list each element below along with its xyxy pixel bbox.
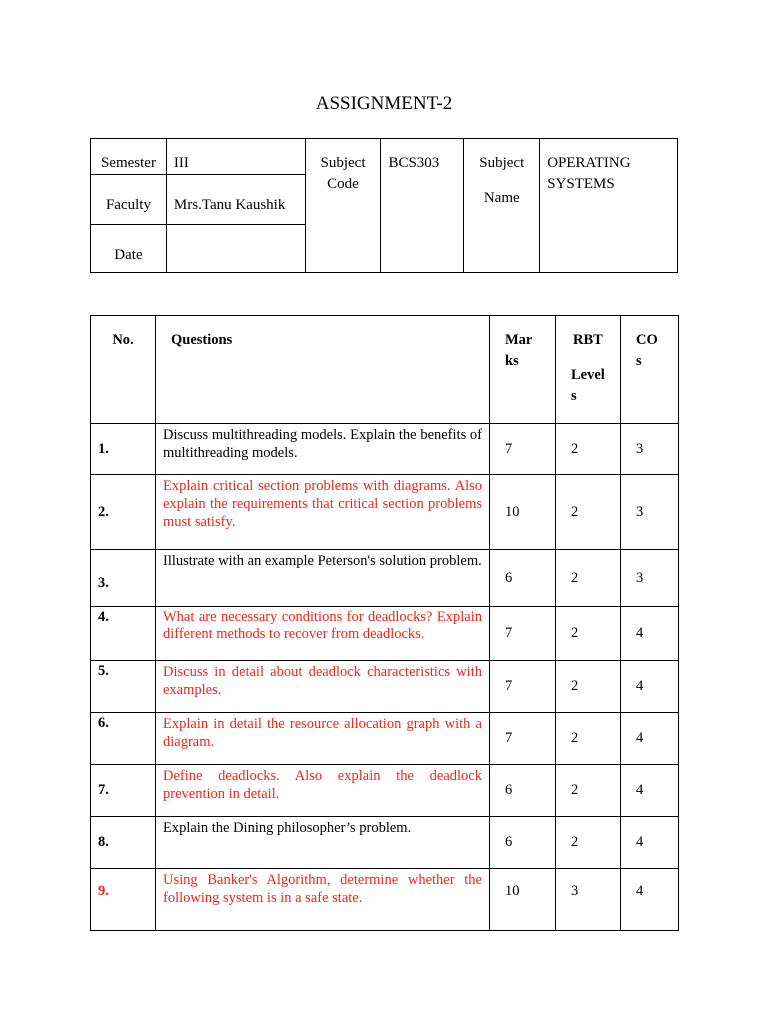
date-value (166, 225, 305, 273)
subject-code-value: BCS303 (381, 139, 464, 273)
cos-cell: 4 (621, 607, 679, 661)
faculty-value: Mrs.Tanu Kaushik (166, 175, 305, 225)
header-marks (490, 316, 556, 424)
marks-cell: 7 (490, 607, 556, 661)
marks-cell: 7 (490, 713, 556, 765)
cos-cell: 4 (621, 661, 679, 713)
subject-name-value (540, 139, 678, 273)
question-text: Discuss multithreading models. Explain the benefits of multithreading models. (156, 424, 490, 475)
table-row (91, 607, 679, 661)
subject-code-label (305, 139, 381, 273)
table-row (91, 817, 679, 869)
subject-name-label-line2: Name (483, 190, 520, 206)
question-text: Explain the Dining philosopher’s problem. (156, 817, 490, 869)
question-number: 4. (91, 607, 156, 661)
question-number: 9. (91, 869, 156, 931)
marks-cell: 10 (490, 475, 556, 550)
rbt-level-cell: 2 (556, 661, 621, 713)
marks-cell: 10 (490, 869, 556, 931)
header-questions: Questions (156, 316, 490, 424)
marks-cell: 6 (490, 817, 556, 869)
questions-table (90, 315, 679, 931)
rbt-level-cell: 3 (556, 869, 621, 931)
question-number: 8. (91, 817, 156, 869)
question-number: 6. (91, 713, 156, 765)
subject-name-value-line1: OPERATING (547, 155, 631, 171)
faculty-label: Faculty (91, 175, 167, 225)
semester-value: III (166, 139, 305, 175)
header-marks-line2: ks (505, 353, 519, 369)
table-row (91, 765, 679, 817)
table-row (91, 475, 679, 550)
header-rbt-levels (556, 316, 621, 424)
marks-cell: 6 (490, 550, 556, 607)
table-row (91, 869, 679, 931)
cos-cell: 3 (621, 424, 679, 475)
rbt-level-cell: 2 (556, 817, 621, 869)
subject-code-label-line1: Subject (320, 155, 366, 171)
question-text: Illustrate with an example Peterson's solution problem. (156, 550, 490, 607)
cos-cell: 3 (621, 550, 679, 607)
cos-cell: 4 (621, 765, 679, 817)
question-text: Explain in detail the resource allocation graph with a diagram. (156, 713, 490, 765)
rbt-level-cell: 2 (556, 713, 621, 765)
header-rbt-line1: RBT (573, 332, 603, 348)
table-row (91, 661, 679, 713)
header-cos-line1: CO (636, 332, 658, 348)
rbt-level-cell: 2 (556, 765, 621, 817)
rbt-level-cell: 2 (556, 424, 621, 475)
question-text: Explain critical section problems with diagrams. Also explain the requirements that critical section problems must satisfy. (156, 475, 490, 550)
header-no: No. (91, 316, 156, 424)
rbt-level-cell: 2 (556, 607, 621, 661)
date-label: Date (91, 225, 167, 273)
header-rbt-line2: Level (571, 367, 605, 383)
cos-cell: 4 (621, 713, 679, 765)
subject-info-table (90, 138, 678, 273)
subject-name-label (464, 139, 540, 273)
rbt-level-cell: 2 (556, 475, 621, 550)
cos-cell: 3 (621, 475, 679, 550)
header-cos (621, 316, 679, 424)
question-text: Discuss in detail about deadlock characteristics with examples. (156, 661, 490, 713)
header-cos-line2: s (636, 353, 642, 369)
cos-cell: 4 (621, 869, 679, 931)
semester-label: Semester (91, 139, 167, 175)
subject-code-label-line2: Code (327, 176, 359, 192)
question-text: What are necessary conditions for deadlocks? Explain different methods to recover from deadlocks. (156, 607, 490, 661)
table-row (91, 550, 679, 607)
marks-cell: 6 (490, 765, 556, 817)
rbt-level-cell: 2 (556, 550, 621, 607)
question-text: Define deadlocks. Also explain the deadlock prevention in detail. (156, 765, 490, 817)
subject-name-label-line1: Subject (479, 155, 525, 171)
question-number: 1. (91, 424, 156, 475)
marks-cell: 7 (490, 424, 556, 475)
question-number: 5. (91, 661, 156, 713)
header-marks-line1: Mar (505, 332, 533, 348)
question-number: 7. (91, 765, 156, 817)
question-text: Using Banker's Algorithm, determine whether the following system is in a safe state. (156, 869, 490, 931)
marks-cell: 7 (490, 661, 556, 713)
page-title: ASSIGNMENT-2 (315, 93, 453, 114)
header-rbt-line3: s (571, 388, 577, 404)
question-number: 3. (91, 550, 156, 607)
table-row (91, 713, 679, 765)
question-number: 2. (91, 475, 156, 550)
subject-name-value-line2: SYSTEMS (547, 176, 615, 192)
cos-cell: 4 (621, 817, 679, 869)
table-row (91, 424, 679, 475)
